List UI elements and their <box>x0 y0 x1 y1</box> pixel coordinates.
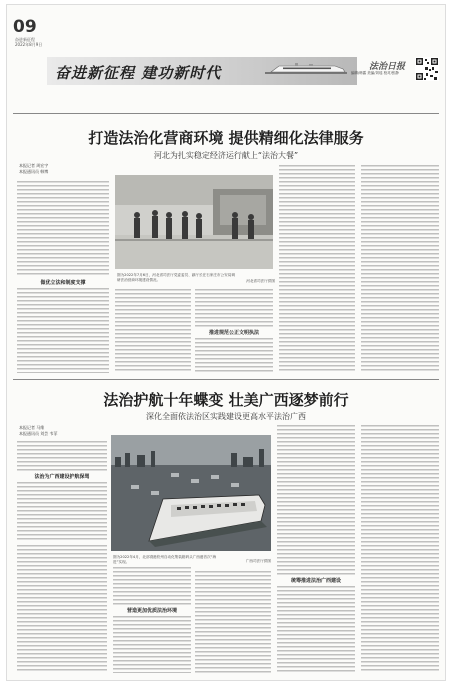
page-date: 2022年8月9日 <box>15 42 43 47</box>
article2-headline: 法治护航十年蝶变 壮美广西逐梦前行 <box>103 391 349 409</box>
editors-line: 编辑/韩露 美编/刘瑶 校对/张静 <box>351 71 399 75</box>
article1-text-col4 <box>279 165 355 373</box>
article1-text-col1-bottom <box>17 288 109 373</box>
article2-text-col1-top <box>17 441 107 471</box>
article1-text-col2 <box>115 289 191 373</box>
article2-photo <box>111 435 271 551</box>
article1-photo <box>115 175 273 269</box>
section-heading: 营造更加优质法治环境 <box>113 607 191 614</box>
newspaper-page <box>6 4 446 681</box>
article2-text-col4-top <box>277 425 355 575</box>
byline-reporter: 本报记者 周宏宇 <box>19 163 49 168</box>
slogan-title: 奋进新征程 建功新时代 <box>55 64 222 82</box>
article2-text-col1-bottom <box>17 545 107 673</box>
byline-correspondent: 本报通讯员 韩博 <box>19 169 49 174</box>
article1-text-col3-top <box>195 289 273 327</box>
article1-text-col3-bottom <box>195 338 273 373</box>
divider <box>13 379 439 380</box>
section-heading: 做优立法和制度支撑 <box>17 279 109 286</box>
article1-byline <box>19 163 48 175</box>
section-heading: 推进规范公正文明执法 <box>195 329 273 336</box>
page-number: 09 <box>13 17 37 37</box>
article1-text-col1-top <box>17 181 109 277</box>
article2-photo-credit: 广西司法厅供图 <box>245 559 271 563</box>
article2-photo-caption: 图为2022年4月，北部湾港钦州自动化集装箱码头广西港首次“海进”实现。 <box>113 555 217 564</box>
article1-photo-credit: 河北省司法厅供图 <box>246 279 275 283</box>
section-heading: 法治为广西建设护航保驾 <box>17 473 107 480</box>
article2-text-col2-top <box>113 567 191 605</box>
section-heading: 统筹推进法治广西建设 <box>277 577 355 584</box>
train-illustration <box>265 63 347 77</box>
article2-text-col3 <box>195 571 271 673</box>
article2-subhead: 深化全面依法治区实践建设更高水平法治广西 <box>146 412 306 421</box>
article2-text-col5 <box>361 425 439 673</box>
article1-photo-caption: 图为2022年7月6日，河北省司法厅党委委员、副厅长在石家庄市公安局调研法治营商环境建设情况。 <box>117 273 235 282</box>
article1-subhead: 河北为扎实稳定经济运行献上“法治大餐” <box>153 151 299 160</box>
page-info <box>15 37 42 47</box>
article2-text-col4-bottom <box>277 586 355 673</box>
divider <box>13 113 439 114</box>
byline-correspondent: 本报通讯员 刘芸 韦菲 <box>19 431 58 436</box>
masthead <box>7 5 445 105</box>
newspaper-logo: 法治日报 <box>369 62 406 72</box>
article2-text-col1-mid <box>17 482 107 542</box>
qr-code-icon <box>415 57 439 81</box>
page-section: 奋进新征程 <box>15 37 35 42</box>
article2-byline <box>19 425 58 437</box>
byline-reporter: 本报记者 马维 <box>19 425 45 430</box>
article2-text-col2-bottom <box>113 616 191 673</box>
article1-headline: 打造法治化营商环境 提供精细化法律服务 <box>88 129 364 147</box>
article1-text-col5 <box>361 165 439 373</box>
